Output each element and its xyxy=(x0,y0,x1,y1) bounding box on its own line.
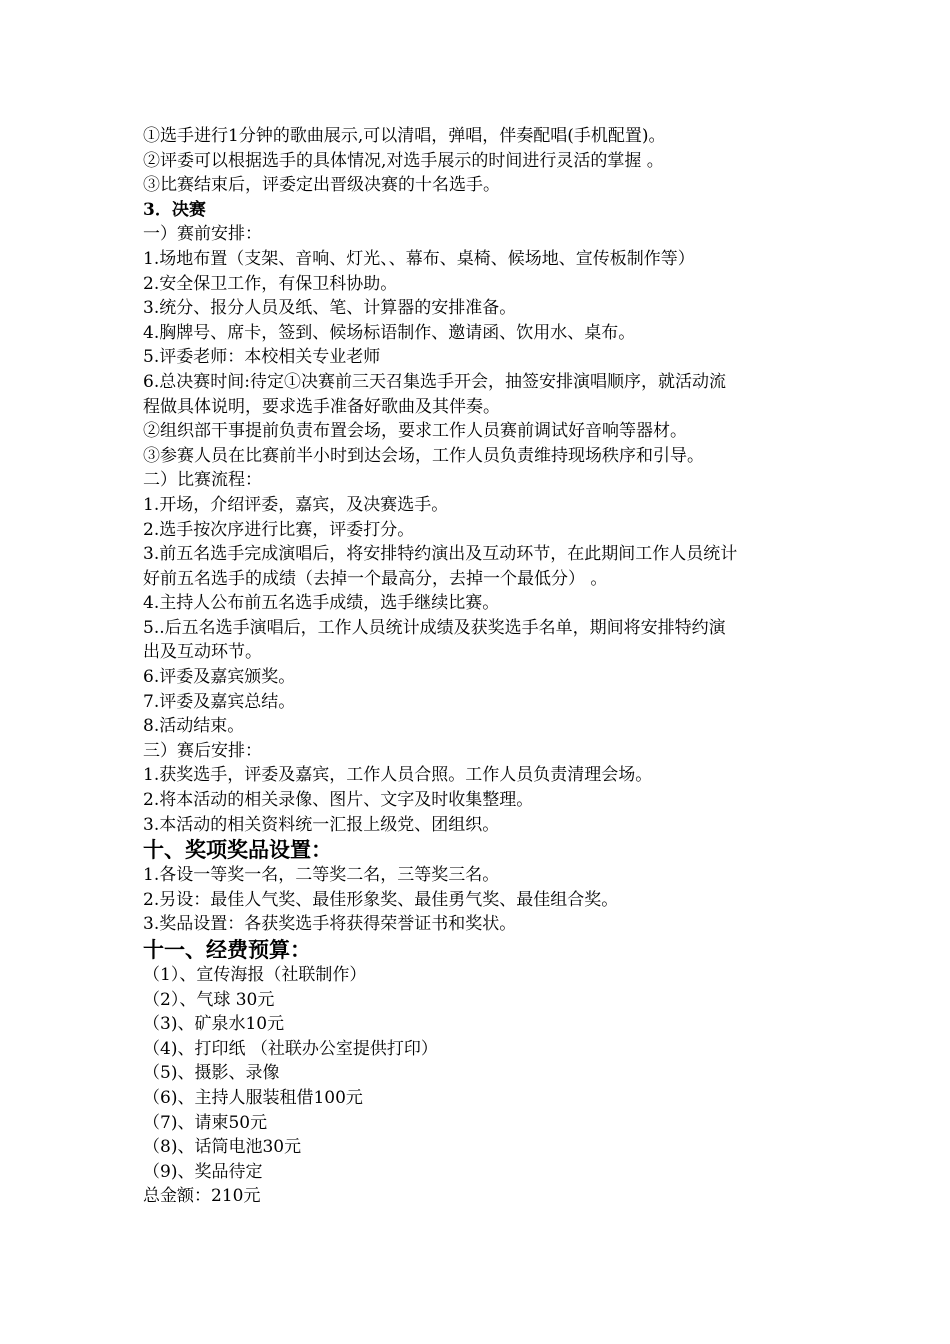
budget-total: 总金额：210元 xyxy=(143,1186,261,1207)
text-line: 2.将本活动的相关录像、图片、文字及时收集整理。 xyxy=(143,790,534,811)
text-line: 2.安全保卫工作，有保卫科协助。 xyxy=(143,273,398,294)
subsection-title: 一）赛前安排： xyxy=(143,224,262,245)
text-line: 6.总决赛时间:待定①决赛前三天召集选手开会，抽签安排演唱顺序，就活动流 xyxy=(143,371,726,392)
text-line: ③参赛人员在比赛前半小时到达会场，工作人员负责维持现场秩序和引导。 xyxy=(143,445,704,466)
text-line: 2.选手按次序进行比赛，评委打分。 xyxy=(143,519,415,540)
budget-item: （5)、摄影、录像 xyxy=(143,1063,280,1084)
subsection-title: 三）赛后安排： xyxy=(143,740,262,761)
text-line: 好前五名选手的成绩（去掉一个最高分，去掉一个最低分） 。 xyxy=(143,568,608,589)
budget-item: （9)、奖品待定 xyxy=(143,1161,263,1182)
text-line: 1.获奖选手，评委及嘉宾，工作人员合照。工作人员负责清理会场。 xyxy=(143,765,653,786)
text-line: ①选手进行1分钟的歌曲展示,可以清唱，弹唱，伴奏配唱(手机配置)。 xyxy=(143,126,666,146)
subsection-title: 二）比赛流程： xyxy=(143,470,262,491)
budget-item: （1）、宣传海报（社联制作） xyxy=(143,965,367,985)
award-line: 1.各设一等奖一名，二等奖二名，三等奖三名。 xyxy=(143,865,500,886)
award-line: 3.奖品设置：各获奖选手将获得荣誉证书和奖状。 xyxy=(143,914,517,935)
text-line: ②评委可以根据选手的具体情况,对选手展示的时间进行灵活的掌握 。 xyxy=(143,150,664,171)
budget-item: （6)、主持人服装租借100元 xyxy=(143,1087,363,1108)
text-line: 3.前五名选手完成演唱后，将安排特约演出及互动环节，在此期间工作人员统计 xyxy=(143,544,738,565)
budget-item: （2）、气球 30元 xyxy=(143,989,275,1010)
text-line: 8.活动结束。 xyxy=(143,716,245,737)
budget-item: （7)、请柬50元 xyxy=(143,1112,268,1133)
budget-item: （4)、打印纸 （社联办公室提供打印） xyxy=(143,1038,438,1059)
document-page xyxy=(143,124,823,1209)
text-line: 3.统分、报分人员及纸、笔、计算器的安排准备。 xyxy=(143,298,517,319)
text-line: 1.场地布置（支架、音响、灯光、、幕布、桌椅、候场地、宣传板制作等） xyxy=(143,248,695,269)
budget-item: （3)、矿泉水10元 xyxy=(143,1014,285,1035)
heading-awards: 十、奖项奖品设置： xyxy=(143,838,332,863)
text-line: 程做具体说明，要求选手准备好歌曲及其伴奏。 xyxy=(143,396,500,417)
text-line: 6.评委及嘉宾颁奖。 xyxy=(143,667,296,688)
text-line: 5.评委老师：本校相关专业老师 xyxy=(143,347,381,368)
text-line: 3.本活动的相关资料统一汇报上级党、团组织。 xyxy=(143,814,500,835)
award-line: 2.另设：最佳人气奖、最佳形象奖、最佳勇气奖、最佳组合奖。 xyxy=(143,889,619,910)
budget-item: （8)、话筒电池30元 xyxy=(143,1137,302,1158)
text-line: 4.主持人公布前五名选手成绩，选手继续比赛。 xyxy=(143,593,500,614)
text-line: ②组织部干事提前负责布置会场，要求工作人员赛前调试好音响等器材。 xyxy=(143,421,687,442)
section-title-final: 3．决赛 xyxy=(143,199,206,220)
text-line: 1.开场，介绍评委，嘉宾，及决赛选手。 xyxy=(143,494,449,515)
text-line: 4.胸牌号、席卡，签到、候场标语制作、邀请函、饮用水、桌布。 xyxy=(143,322,636,343)
text-line: ③比赛结束后，评委定出晋级决赛的十名选手。 xyxy=(143,175,500,196)
text-line: 5..后五名选手演唱后，工作人员统计成绩及获奖选手名单，期间将安排特约演 xyxy=(143,617,726,638)
text-line: 出及互动环节。 xyxy=(143,642,262,663)
heading-budget: 十一、经费预算： xyxy=(143,938,311,962)
text-line: 7.评委及嘉宾总结。 xyxy=(143,691,296,712)
